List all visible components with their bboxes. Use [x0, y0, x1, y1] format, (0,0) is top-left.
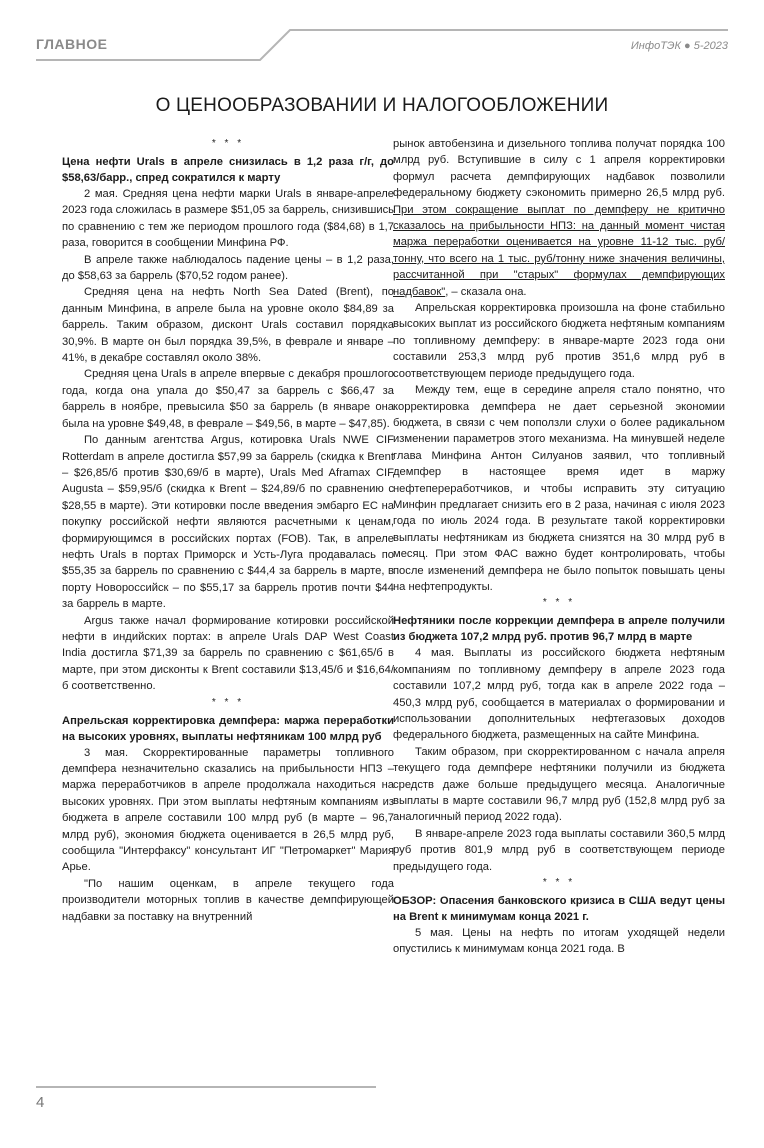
article2-quote-underlined: При этом сокращение выплат по демпферу не критично сказалось на прибыльности НПЗ: на данный момент чистая маржа переработки оценивается на уровне 11-12 тыс. руб/тонну, что всего на 1 тыс. руб/тонну ниже значения величины, рассчитанной при "старых" формулах демпфирующих надбавок" [393, 203, 725, 298]
article1-p2: В апреле также наблюдалось падение цены – в 1,2 раза, до $58,63 за баррель ($70,52 годом ранее). [62, 253, 394, 283]
separator: * * * [211, 696, 245, 708]
article1-p6: Argus также начал формирование котировки российской нефти в индийских портах: в апреле Urals DAP West Coast India достигла $71,39 за баррель по сравнению с $61,65/б в марте, при этом дисконты к Brent составили $13,45/б и $16,64/б соответственно. [62, 614, 394, 693]
article1-p1: 2 мая. Средняя цена нефти марки Urals в январе-апреле 2023 года сложилась в размере $51,05 за баррель, снизившись по сравнению с тем же периодом прошлого года ($84,68) в 1,7 раза, говорится в сообщении Минфина РФ. [62, 188, 395, 250]
article4-p1: 5 мая. Цены на нефть по итогам уходящей недели опустились к минимумам конца 2021 года. В [393, 927, 725, 956]
issue-label: ИнфоТЭК ● 5-2023 [630, 40, 728, 52]
article3-headline: Нефтяники после коррекции демпфера в апреле получили из бюджета 107,2 млрд руб. против 96,7 млрд в марте [393, 615, 725, 644]
separator: * * * [542, 877, 576, 889]
article2-p2-end: , – сказала она. [445, 285, 527, 298]
article2-headline: Апрельская корректировка демпфера: маржа переработки на высоких уровнях, выплаты нефтяникам 100 млрд руб [62, 714, 394, 743]
article2-p3: Апрельская корректировка произошла на фоне стабильно высоких выплат из российского бюджета нефтяным компаниям по топливному демпферу: в январе-марте 2023 года они составили 253,3 млрд руб против 351,6 млрд руб в соответствующем периоде предыдущего года. [393, 302, 725, 380]
article1-p4: Средняя цена Urals в апреле впервые с декабря прошлого года, когда она упала до $50,47 за баррель с $66,47 за баррель в ноябре, превысила $50 за баррель (в январе она была на уровне $49,48, в феврале – $49,56, в марте – $47,85). [62, 368, 394, 430]
page-number: 4 [36, 1094, 45, 1111]
article2-p4: Между тем, еще в середине апреля стало понятно, что корректировка демпфера не дает серьезной экономии бюджета, в связи с чем поползли слухи о более радикальном изменении параметров этого механизма. На минувшей неделе глава Минфина Антон Силуанов заявил, что топливный демпфер в настоящее время идет в маржу нефтепереработчиков, и чтобы исправить эту ситуацию Минфин предлагает снизить его в 2 раза, начиная с июля 2023 года по июль 2024 года. В результате такой корректировки выплаты нефтяникам из бюджета снизятся на 30 млрд руб в месяц. При этом ФАС важно будет контролировать, чтобы после изменений демпфера не было попыток повышать цены на нефтепродукты. [393, 384, 725, 593]
article3-p1: 4 мая. Выплаты из российского бюджета нефтяным компаниям по топливному демпферу в апреле 2023 года составили 107,2 млрд руб, тогда как в апреле 2022 года – 450,3 млрд руб, сообщается в материалах о формировании и использовании дополнительных нефтегазовых доходов федерального бюджета, размещенных на сайте Минфина. [393, 647, 725, 742]
header-rule [0, 0, 764, 70]
footer-rule [36, 1086, 376, 1088]
article2-p1: 3 мая. Скорректированные параметры топливного демпфера незначительно сказались на прибыльности НПЗ – маржа переработчиков в апреле продолжала находиться на высоких уровнях. При этом выплаты нефтяным компаниям из бюджета в апреле составили 100 млрд руб (в марте – 96,7 млрд руб), экономия бюджета оценивается в 26,5 млрд руб, сообщила "Интерфаксу" консультант ИГ "Петромаркет" Мария Арье. [62, 746, 394, 874]
separator: * * * [211, 138, 245, 149]
article2-p2-continued [393, 136, 725, 300]
article4-headline: ОБЗОР: Опасения банковского кризиса в США ведут цены на Brent к минимумам конца 2021 г. [393, 895, 725, 924]
article1-p5: По данным агентства Argus, котировка Urals NWE CIF Rotterdam в апреле достигла $57,99 за баррель (скидка к Brent – $26,85/б против $30,69/б в марте), Urals Med Aframax CIF Augusta – $59,95/б (скидка к Brent – $24,89/б по сравнению с $28,55 в марте). Эти котировки после введения эмбарго ЕС на покупку российской нефти являются расчетными к ценам, формирующимся в российских портах (FOB). Так, в апреле нефть Urals в портах Приморск и Усть-Луга продавалась по $55,35 за баррель по сравнению с $44,4 за баррель в марте, в порту Новороссийск – по $55,17 за баррель против почти $44 за баррель в марте. [62, 434, 394, 611]
article3-p2: Таким образом, при скорректированном с начала апреля текущего года демпфере нефтяники получили из бюджета средств даже больше предыдущего месяца. Аналогичные выплаты в марте составили 96,7 млрд руб (152,8 млрд руб за аналогичный период 2022 года). [393, 745, 725, 824]
article3-p3: В январе-апреле 2023 года выплаты составили 360,5 млрд руб против 801,9 млрд руб в соответствующем периоде предыдущего года. [393, 827, 725, 873]
section-label: ГЛАВНОЕ [36, 36, 108, 52]
article1-headline: Цена нефти Urals в апреле снизилась в 1,2 раза г/г, до $58,63/барр., спред сократился к марту [62, 156, 394, 184]
page-title: О ЦЕНООБРАЗОВАНИИ И НАЛОГООБЛОЖЕНИИ [155, 95, 609, 116]
separator: * * * [542, 597, 576, 609]
right-column [393, 136, 725, 958]
article2-p2b: рынок автобензина и дизельного топлива получат порядка 100 млрд руб. Вступившие в силу с 1 апреля корректировки формул расчета демпфирующих надбавок позволили федеральному бюджету сэкономить примерно 26,5 млрд руб. [393, 138, 725, 200]
article2-p2a: "По нашим оценкам, в апреле текущего года производители моторных топлив в качестве демпфирующей надбавки за поставку на внутренний [62, 877, 394, 923]
left-column [62, 136, 394, 925]
article1-p3: Средняя цена на нефть North Sea Dated (Brent), по данным Минфина, в апреле была на уровне около $84,89 за баррель. Таким образом, дисконт Urals составил порядка 30,9%. В марте он был порядка 39,5%, в феврале и январе – 41%, в декабре составлял около 38%. [62, 286, 394, 365]
